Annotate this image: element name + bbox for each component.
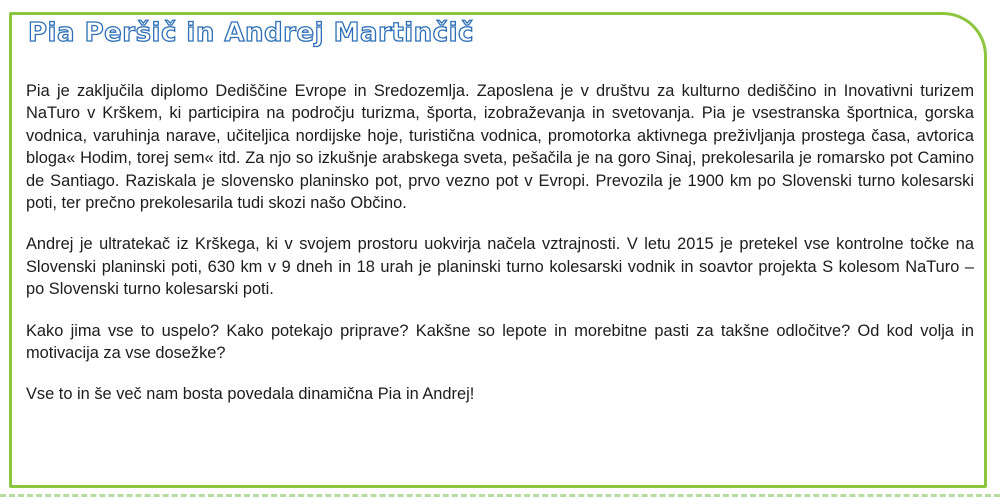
bottom-divider — [0, 494, 1000, 497]
paragraph-closing: Vse to in še več nam bosta povedala dinamična Pia in Andrej! — [26, 385, 475, 404]
paragraph-andrej: Andrej je ultratekač iz Krškega, ki v svojem prostoru uokvirja načela vztrajnosti. V letu 2015 je pretekel vse kontrolne točke na Slovenski planinski poti, 630 km v 9 dneh in 18 urah je planinski turno kolesarski vodnik in soavtor projekta S kolesom NaTuro – po Slovenski turno kolesarski poti. — [26, 235, 974, 299]
paragraph-questions: Kako jima vse to uspelo? Kako potekajo priprave? Kakšne so lepote in morebitne pasti za takšne odločitve? Od kod volja in motivacija za vse dosežke? — [26, 321, 974, 363]
paragraph-pia: Pia je zaključila diplomo Dediščine Evrope in Sredozemlja. Zaposlena je v društvu za kulturno dediščino in Inovativni turizem NaTuro v Krškem, ki participira na področju turizma, športa, izobraževanja in svetovanja. Pia je vsestranska športnica, gorska vodnica, varuhinja narave, učiteljica nordijske hoje, turistična vodnica, promotorka aktivnega preživljanja prostega časa, avtorica bloga« Hodim, torej sem« itd. Za njo so izkušnje arabskega sveta, pešačila je na goro Sinaj, prekolesarila je romarsko pot Camino de Santiago. Raziskala je slovensko planinsko pot, prvo vezno pot v Evropi. Prevozila je 1900 km po Slovenski turno kolesarski poti, ter prečno prekolesarila tudi skozi našo Občino. — [26, 82, 974, 213]
article-body — [26, 80, 974, 406]
page-title: Pia Peršič in Andrej Martinčič — [28, 18, 474, 48]
